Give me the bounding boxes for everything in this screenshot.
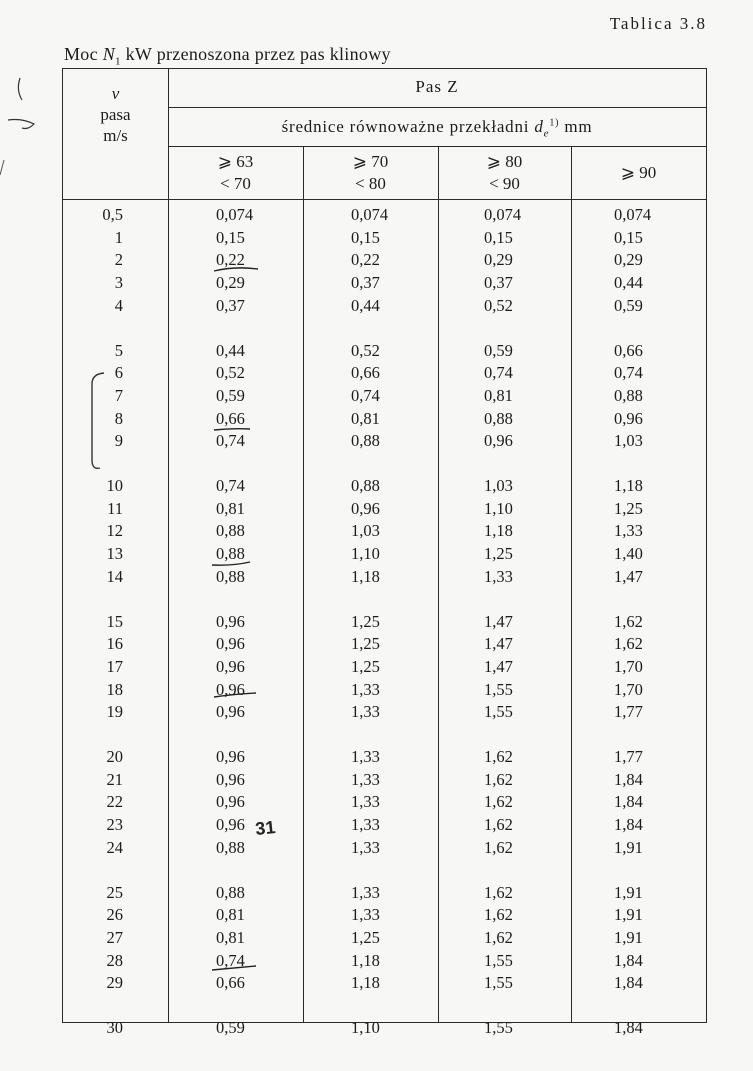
row-speed-value: 4 <box>114 295 123 315</box>
table-cell-col-1: 0,74 <box>216 431 245 451</box>
table-cell-col-3: 0,074 <box>484 205 522 224</box>
table-cell-col-1: 0,52 <box>216 363 245 383</box>
table-cell-col-3: 0,88 <box>484 408 513 428</box>
table-cell-col-3: 1,62 <box>484 837 513 857</box>
row-speed-value: 25 <box>106 882 123 902</box>
table-cell-col-3: 0,96 <box>484 431 513 451</box>
table-cell-col-1: 0,96 <box>216 611 245 631</box>
table-cell-col-4: 1,03 <box>614 431 643 451</box>
row-speed-value: 13 <box>106 544 123 564</box>
table-cell-col-1: 0,66 <box>216 408 245 428</box>
table-cell-col-2: 1,25 <box>351 927 380 947</box>
table-cell-col-4: 1,84 <box>614 815 643 835</box>
table-cell-col-4: 1,84 <box>614 1018 643 1037</box>
table-cell-col-3: 1,62 <box>484 747 513 766</box>
table-cell-col-1: 0,96 <box>216 634 245 654</box>
table-cell-col-1: 0,96 <box>216 769 245 789</box>
table-cell-col-3: 1,10 <box>484 498 513 518</box>
table-number: Tablica 3.8 <box>609 14 707 33</box>
col-header-1 <box>168 149 303 197</box>
table-cell-col-1: 0,22 <box>216 250 245 270</box>
table-cell-col-1: 0,81 <box>216 498 245 518</box>
table-cell-col-1: 0,59 <box>216 1018 245 1037</box>
row-speed-value: 21 <box>106 769 123 789</box>
table-cell-col-3: 1,55 <box>484 702 513 722</box>
table-cell-col-3: 1,55 <box>484 679 513 699</box>
table-cell-col-2: 0,96 <box>351 498 380 518</box>
table-cell-col-2: 1,03 <box>351 521 380 541</box>
table-cell-col-4: 1,62 <box>614 611 643 631</box>
table-cell-col-4: 1,91 <box>614 837 643 857</box>
table-cell-col-2: 0,74 <box>351 385 380 405</box>
divider-group <box>168 107 706 108</box>
table-cell-col-3: 1,03 <box>484 476 513 495</box>
diameter-footnote: 1) <box>549 117 560 129</box>
table-cell-col-2: 1,25 <box>351 656 380 676</box>
divider-header <box>63 199 706 200</box>
power-table <box>62 68 707 1037</box>
row-speed-value: 1 <box>114 227 123 247</box>
table-cell-col-3: 1,55 <box>484 1018 513 1037</box>
table-cell-col-1: 0,88 <box>216 521 245 541</box>
table-cell-col-2: 1,33 <box>351 747 380 766</box>
row-speed-value: 0,5 <box>102 205 123 224</box>
table-cell-col-4: 1,84 <box>614 792 643 812</box>
table-cell-col-4: 1,33 <box>614 521 643 541</box>
diameter-label: średnice równoważne przekładni <box>281 117 535 136</box>
table-cell-col-1: 0,59 <box>216 385 245 405</box>
table-cell-col-2: 0,074 <box>351 205 389 224</box>
row-speed-value: 14 <box>106 566 123 586</box>
table-cell-col-2: 1,33 <box>351 905 380 925</box>
table-cell-col-4: 0,88 <box>614 385 643 405</box>
table-cell-col-2: 0,37 <box>351 273 380 293</box>
table-cell-col-4: 1,18 <box>614 476 643 495</box>
table-cell-col-4: 0,96 <box>614 408 643 428</box>
table-cell-col-3: 0,81 <box>484 385 513 405</box>
table-cell-col-2: 1,25 <box>351 611 380 631</box>
table-cell-col-1: 0,81 <box>216 927 245 947</box>
table-cell-col-4: 1,77 <box>614 702 643 722</box>
table-cell-col-1: 0,15 <box>216 227 245 247</box>
table-cell-col-1: 0,88 <box>216 566 245 586</box>
row-speed-value: 27 <box>106 927 123 947</box>
table-cell-col-3: 1,47 <box>484 634 513 654</box>
col-header-1-line1: ⩾ 63 <box>217 152 254 171</box>
table-cell-col-2: 1,25 <box>351 634 380 654</box>
table-cell-col-3: 1,18 <box>484 521 513 541</box>
divider-col-1 <box>303 147 304 1022</box>
row-speed-value: 26 <box>106 905 123 925</box>
table-cell-col-2: 0,22 <box>351 250 380 270</box>
table-cell-col-1: 0,96 <box>216 702 245 722</box>
table-cell-col-3: 1,47 <box>484 656 513 676</box>
table-cell-col-4: 0,74 <box>614 363 643 383</box>
row-speed-value: 17 <box>106 656 123 676</box>
table-cell-col-3: 1,55 <box>484 950 513 970</box>
group-header: Pas Z <box>415 77 459 96</box>
table-cell-col-1: 0,88 <box>216 837 245 857</box>
table-cell-col-1: 0,96 <box>216 679 245 699</box>
table-cell-col-1: 0,81 <box>216 905 245 925</box>
row-speed-value: 30 <box>106 1018 123 1037</box>
pen-note: 31 <box>254 816 277 839</box>
table-cell-col-3: 1,62 <box>484 882 513 902</box>
row-speed-value: 16 <box>106 634 123 654</box>
table-cell-col-2: 0,88 <box>351 431 380 451</box>
table-cell-col-3: 1,62 <box>484 905 513 925</box>
col-header-2-line2: < 80 <box>355 174 386 193</box>
table-cell-col-2: 0,81 <box>351 408 380 428</box>
table-cell-col-4: 1,77 <box>614 747 643 766</box>
table-cell-col-3: 0,59 <box>484 340 513 360</box>
pen-margin-tick-1 <box>18 78 22 100</box>
table-cell-col-1: 0,74 <box>216 950 245 970</box>
table-cell-col-4: 1,62 <box>614 634 643 654</box>
table-cell-col-4: 1,47 <box>614 566 643 586</box>
row-speed-value: 6 <box>114 363 123 383</box>
v-unit: m/s <box>103 126 128 145</box>
row-speed-value: 22 <box>106 792 123 812</box>
table-cell-col-3: 1,55 <box>484 973 513 993</box>
table-cell-col-2: 1,18 <box>351 950 380 970</box>
table-cell-col-4: 0,66 <box>614 340 643 360</box>
table-cell-col-1: 0,66 <box>216 973 245 993</box>
table-cell-col-4: 1,84 <box>614 950 643 970</box>
table-cell-col-1: 0,44 <box>216 340 245 360</box>
table-cell-col-3: 1,62 <box>484 815 513 835</box>
table-cell-col-2: 1,33 <box>351 679 380 699</box>
caption-prefix: Moc <box>64 44 103 64</box>
table-cell-col-4: 1,84 <box>614 769 643 789</box>
table-cell-col-2: 1,10 <box>351 544 380 564</box>
row-speed-value: 7 <box>114 385 123 405</box>
table-cell-col-1: 0,074 <box>216 205 254 224</box>
row-speed-value: 9 <box>114 431 123 451</box>
table-cell-col-1: 0,74 <box>216 476 245 495</box>
row-speed-value: 23 <box>106 815 123 835</box>
table-cell-col-1: 0,96 <box>216 792 245 812</box>
table-cell-col-1: 0,37 <box>216 295 245 315</box>
row-speed-value: 2 <box>114 250 123 270</box>
table-cell-col-4: 1,40 <box>614 544 643 564</box>
divider-v-col <box>168 69 169 1022</box>
table-cell-col-4: 1,70 <box>614 656 643 676</box>
col-header-4 <box>571 149 706 197</box>
table-cell-col-3: 0,29 <box>484 250 513 270</box>
table-cell-col-3: 1,47 <box>484 611 513 631</box>
col-header-1-line2: < 70 <box>220 174 251 193</box>
table-cell-col-4: 1,91 <box>614 927 643 947</box>
table-cell-col-1: 0,88 <box>216 544 245 564</box>
table-cell-col-2: 0,15 <box>351 227 380 247</box>
row-speed-value: 18 <box>106 679 123 699</box>
row-speed-value: 19 <box>106 702 123 722</box>
table-cell-col-3: 1,62 <box>484 769 513 789</box>
table-cell-col-2: 1,18 <box>351 973 380 993</box>
table-cell-col-4: 1,91 <box>614 882 643 902</box>
row-speed-value: 8 <box>114 408 123 428</box>
table-cell-col-3: 1,62 <box>484 792 513 812</box>
row-speed-value: 24 <box>106 837 123 857</box>
row-speed-value: 10 <box>106 476 123 495</box>
diameter-subscript: e <box>543 127 550 140</box>
table-cell-col-2: 1,33 <box>351 882 380 902</box>
row-speed-value: 29 <box>106 973 123 993</box>
table-cell-col-3: 0,52 <box>484 295 513 315</box>
table-cell-col-3: 1,25 <box>484 544 513 564</box>
v-column-header <box>63 83 168 146</box>
table-cell-col-4: 1,70 <box>614 679 643 699</box>
caption-symbol: N <box>102 44 116 64</box>
table-cell-col-4: 0,29 <box>614 250 643 270</box>
table-cell-col-1: 0,96 <box>216 656 245 676</box>
table-cell-col-4: 0,59 <box>614 295 643 315</box>
diameter-symbol: d <box>534 117 544 136</box>
row-speed-value: 12 <box>106 521 123 541</box>
table-cell-col-2: 1,18 <box>351 566 380 586</box>
table-cell-col-4: 0,15 <box>614 227 643 247</box>
table-cell-col-2: 1,10 <box>351 1018 380 1037</box>
col-header-2-line1: ⩾ 70 <box>352 152 389 171</box>
table-cell-col-3: 0,74 <box>484 363 513 383</box>
table-cell-col-2: 1,33 <box>351 769 380 789</box>
table-cell-col-2: 1,33 <box>351 815 380 835</box>
col-header-3-line2: < 90 <box>489 174 520 193</box>
divider-diam <box>168 146 706 147</box>
caption-suffix: kW przenoszona przez pas klinowy <box>120 44 391 64</box>
table-cell-col-1: 0,96 <box>216 815 245 835</box>
table-cell-col-2: 0,52 <box>351 340 380 360</box>
table-cell-col-3: 1,33 <box>484 566 513 586</box>
pen-margin-tick-3 <box>0 160 4 175</box>
table-cell-col-4: 0,44 <box>614 273 643 293</box>
table-cell-col-3: 1,62 <box>484 927 513 947</box>
diameter-unit: mm <box>559 117 593 136</box>
row-speed-value: 20 <box>106 747 123 766</box>
col-header-3 <box>438 149 571 197</box>
divider-col-2 <box>438 147 439 1022</box>
col-header-3-line1: ⩾ 80 <box>486 152 523 171</box>
table-cell-col-2: 1,33 <box>351 792 380 812</box>
row-speed-value: 5 <box>114 340 123 360</box>
table-cell-col-2: 0,66 <box>351 363 380 383</box>
table-cell-col-4: 1,91 <box>614 905 643 925</box>
diameter-header <box>168 117 706 139</box>
table-cell-col-2: 1,33 <box>351 837 380 857</box>
divider-col-3 <box>571 147 572 1022</box>
v-label: pasa <box>100 105 131 124</box>
table-cell-col-2: 1,33 <box>351 702 380 722</box>
row-speed-value: 15 <box>106 611 123 631</box>
v-symbol: v <box>111 84 120 103</box>
row-speed-value: 3 <box>114 273 123 293</box>
pen-margin-tick-2 <box>8 120 34 129</box>
table-cell-col-2: 0,88 <box>351 476 380 495</box>
table-cell-col-4: 1,84 <box>614 973 643 993</box>
caption-subscript: 1 <box>115 55 121 68</box>
table-caption <box>64 44 391 68</box>
table-cell-col-3: 0,15 <box>484 227 513 247</box>
row-speed-value: 11 <box>107 498 123 518</box>
col-header-4-line1: ⩾ 90 <box>620 163 657 182</box>
table-cell-col-4: 0,074 <box>614 205 652 224</box>
table-cell-col-4: 1,25 <box>614 498 643 518</box>
row-speed-value: 28 <box>106 950 123 970</box>
col-header-2 <box>303 149 438 197</box>
table-cell-col-2: 0,44 <box>351 295 380 315</box>
table-cell-col-1: 0,96 <box>216 747 245 766</box>
table-cell-col-1: 0,88 <box>216 882 245 902</box>
table-cell-col-1: 0,29 <box>216 273 245 293</box>
table-cell-col-3: 0,37 <box>484 273 513 293</box>
